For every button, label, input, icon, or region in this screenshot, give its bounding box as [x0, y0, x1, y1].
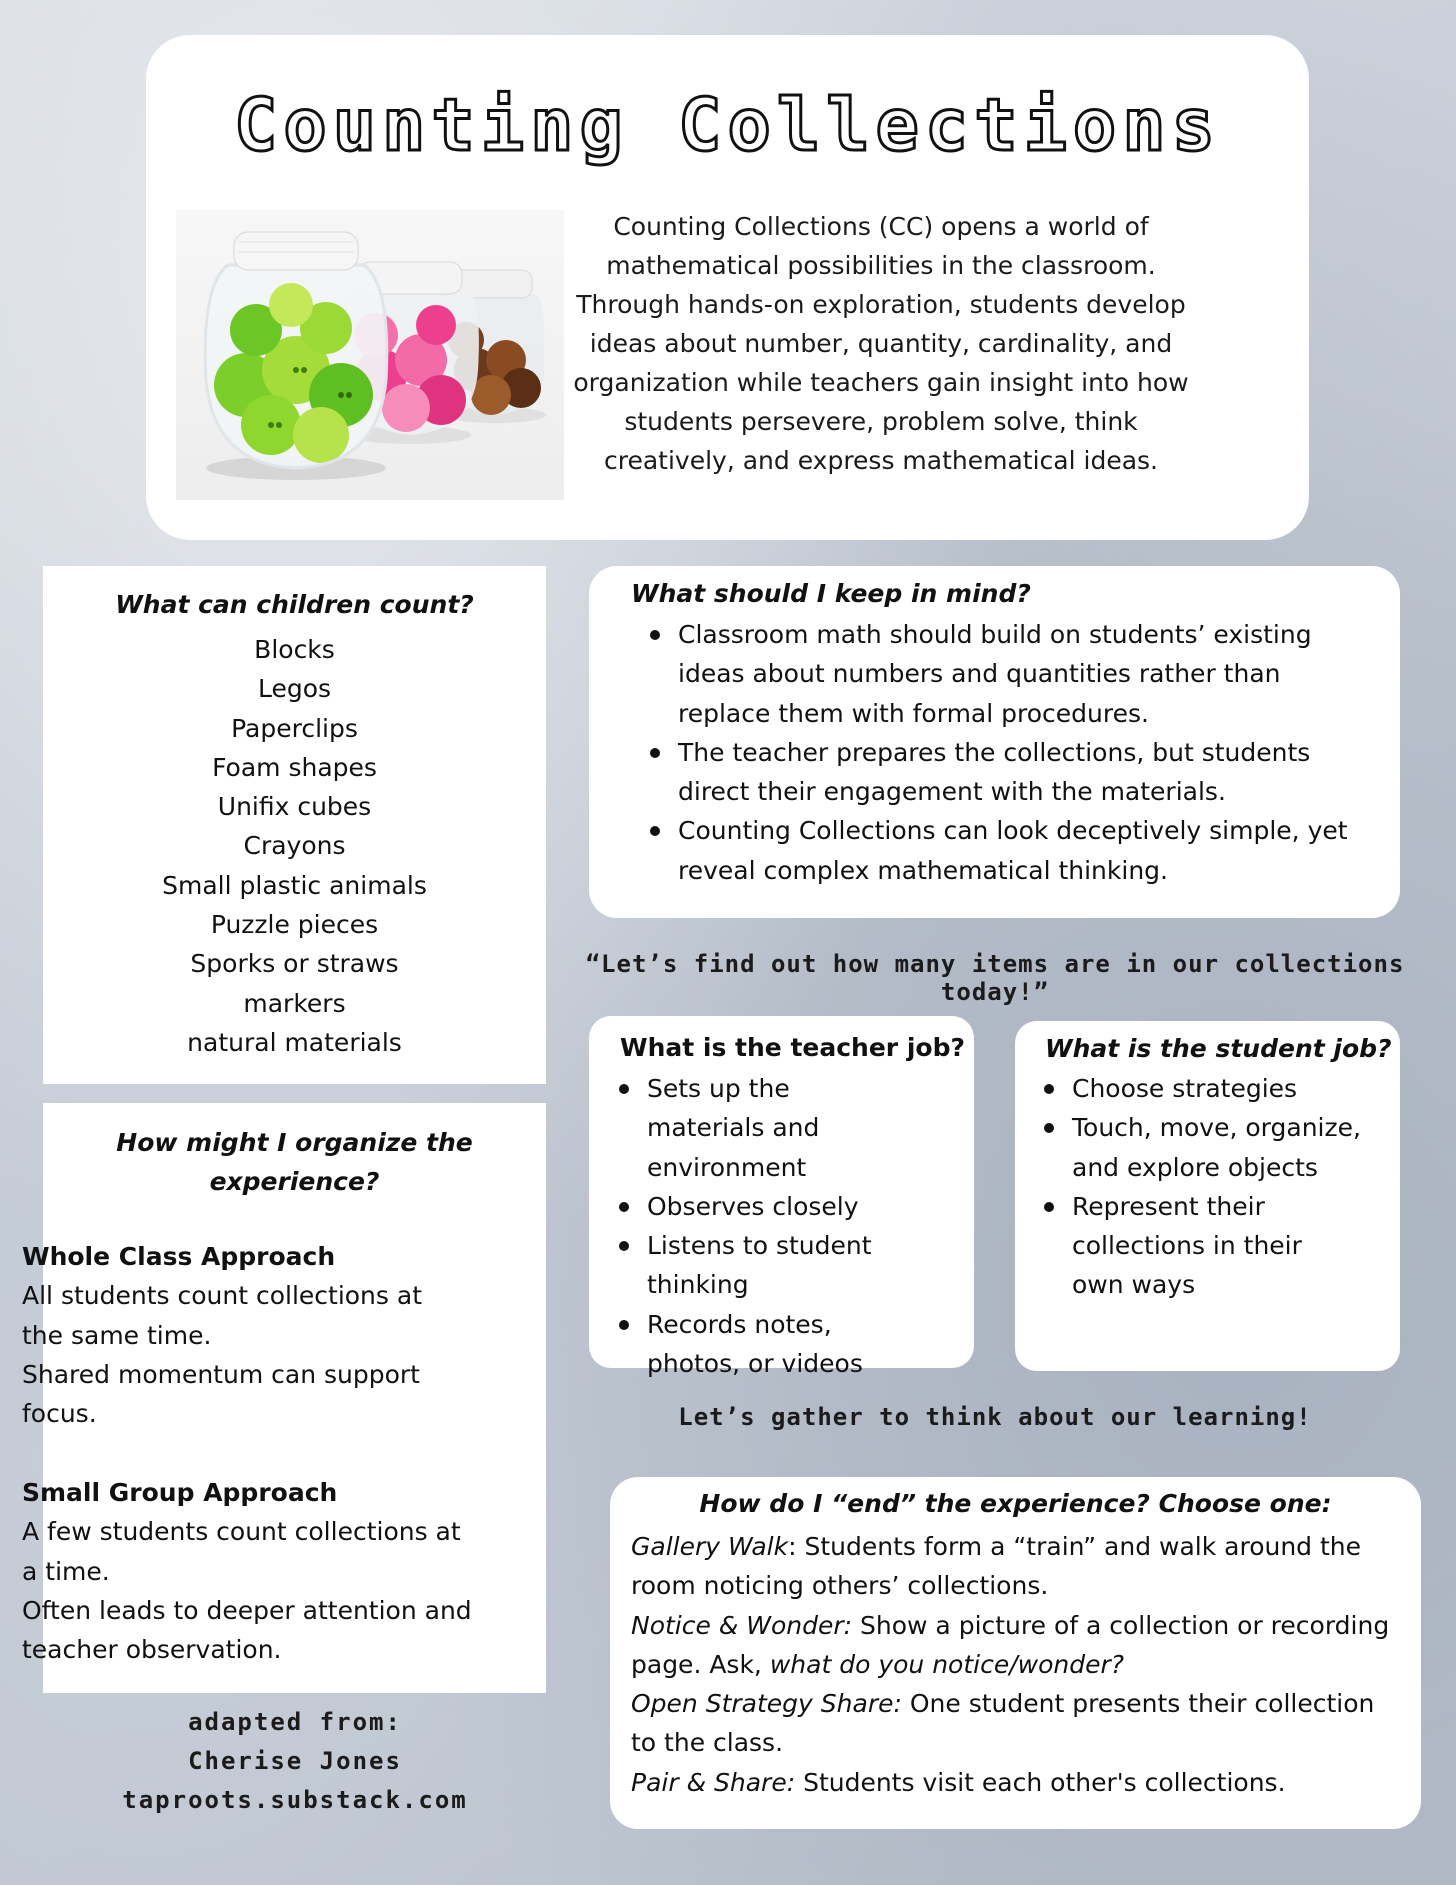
small-group-line-2: Often leads to deeper attention and teacher observation. — [22, 1595, 472, 1665]
header-card — [146, 35, 1309, 540]
end-experience-options — [631, 1527, 1401, 1802]
list-item: Counting Collections can look deceptively simple, yet reveal complex mathematical thinking. — [632, 811, 1352, 890]
gallery-walk-option — [631, 1527, 1401, 1606]
open-strategy-label: Open Strategy Share: — [631, 1689, 902, 1719]
list-item: Choose strategies — [1026, 1069, 1386, 1108]
notice-wonder-option — [631, 1606, 1401, 1685]
list-item: Legos — [257, 674, 332, 704]
notice-wonder-label: Notice & Wonder: — [631, 1610, 853, 1640]
list-item: natural materials — [187, 1027, 402, 1057]
whole-class-line-2: Shared momentum can support focus. — [22, 1359, 420, 1429]
page-title: Counting Collections — [234, 83, 1221, 167]
pair-share-label: Pair & Share: — [631, 1767, 796, 1797]
intro-paragraph: Counting Collections (CC) opens a world of mathematical possibilities in the classroom. Through hands-on exploration, students develop ideas about number, quantity, cardinality, and organization while teachers gain insight into how students persevere, problem solve, think creatively, and express mathematical ideas. — [573, 212, 1189, 475]
list-item: Paperclips — [231, 713, 358, 743]
open-strategy-option — [631, 1684, 1401, 1763]
list-item: Small plastic animals — [162, 870, 427, 900]
list-item: Represent their collections in their own ways — [1026, 1187, 1356, 1305]
notice-wonder-text: Show a picture of a collection or recording page. Ask, — [631, 1610, 1390, 1679]
count-items-card — [43, 566, 546, 1084]
list-item: Crayons — [243, 831, 346, 861]
open-strategy-text: One student presents their collection to the class. — [631, 1689, 1375, 1758]
credit-url: taproots.substack.com — [122, 1786, 468, 1814]
credit-line-1: adapted from: — [188, 1708, 402, 1736]
small-group-approach — [22, 1473, 492, 1669]
gather-quote: Let’s gather to think about our learning! — [678, 1403, 1312, 1431]
gallery-walk-label: Gallery Walk — [631, 1532, 789, 1561]
student-job-heading: What is the student job? — [1045, 1034, 1392, 1063]
organize-heading-text: How might I organize the experience? — [116, 1128, 473, 1196]
pair-share-text: Students visit each other's collections. — [795, 1767, 1286, 1797]
list-item: Sets up the materials and environment — [601, 1069, 901, 1187]
list-item: markers — [243, 988, 346, 1018]
list-item: Blocks — [254, 635, 335, 664]
keep-in-mind-list — [632, 615, 1352, 890]
gallery-walk-text: : Students form a “train” and walk around the room noticing others’ collections. — [631, 1532, 1362, 1601]
list-item: Puzzle pieces — [210, 910, 379, 940]
button-jars-image — [176, 210, 564, 500]
list-item: Sporks or straws — [190, 949, 399, 979]
credit-line-2: Cherise Jones — [188, 1747, 402, 1775]
small-group-title: Small Group Approach — [22, 1478, 338, 1507]
credit-block — [100, 1703, 490, 1820]
end-experience-heading: How do I “end” the experience? Choose one: — [699, 1489, 1332, 1518]
list-item: Observes closely — [601, 1187, 961, 1226]
notice-wonder-question: what do you notice/wonder? — [769, 1649, 1125, 1679]
teacher-job-list — [601, 1069, 961, 1383]
button-jars-illustration — [176, 210, 564, 500]
list-item: Touch, move, organize, and explore objects — [1026, 1108, 1366, 1187]
count-items-list — [43, 630, 546, 1062]
whole-class-title: Whole Class Approach — [22, 1242, 336, 1271]
list-item: Unifix cubes — [217, 792, 372, 822]
whole-class-approach — [22, 1237, 492, 1433]
collections-quote: “Let’s find out how many items are in our collections today!” — [585, 950, 1405, 1006]
teacher-job-heading: What is the teacher job? — [620, 1033, 965, 1062]
keep-in-mind-heading: What should I keep in mind? — [631, 579, 1031, 608]
list-item: Listens to student thinking — [601, 1226, 891, 1305]
pair-share-option — [631, 1763, 1401, 1802]
small-group-line-1: A few students count collections at a time. — [22, 1517, 461, 1586]
student-job-list — [1026, 1069, 1386, 1305]
organize-heading — [43, 1123, 546, 1201]
list-item: Foam shapes — [212, 752, 377, 782]
list-item: The teacher prepares the collections, but students direct their engagement with the materials. — [632, 733, 1352, 812]
list-item: Records notes, photos, or videos — [601, 1305, 931, 1384]
count-heading: What can children count? — [115, 590, 474, 619]
whole-class-line-1: All students count collections at the same time. — [22, 1281, 422, 1350]
list-item: Classroom math should build on students’ existing ideas about numbers and quantities rather than replace them with formal procedures. — [632, 615, 1352, 733]
